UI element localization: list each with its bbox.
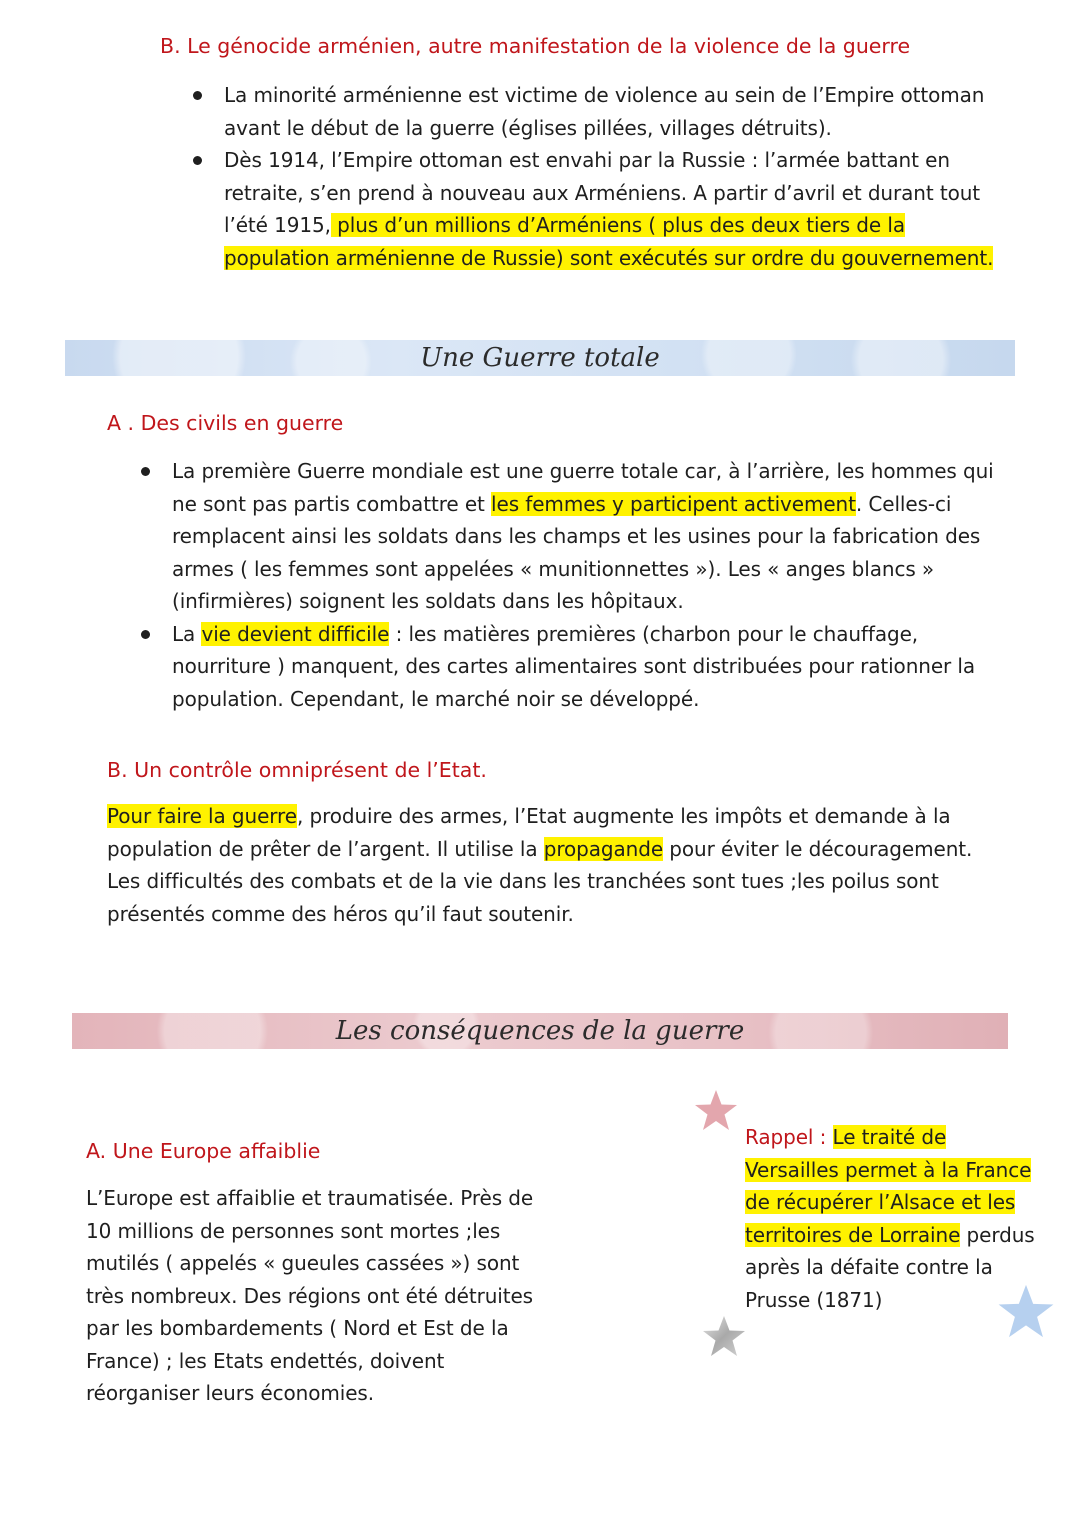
section-heading-civils-en-guerre: A . Des civils en guerre	[107, 411, 344, 435]
paragraph-text: , produire des armes, l’Etat augmente les impôts et demande à la population de prêter de l’argent. Il utilise la	[107, 804, 951, 861]
bullet-list-armenian	[224, 79, 1004, 274]
list-item	[172, 618, 1002, 716]
bullet-text: . Celles-ci remplacent ainsi les soldats dans les champs et les usines pour la fabrication des armes ( les femmes sont appelées « munitionnettes »). Les « anges blancs » (infirmières) soignent les soldats dans les hôpitaux.	[172, 491, 981, 613]
banner-consequences	[72, 1013, 1008, 1049]
bullet-text: : les matières premières (charbon pour le chauffage, nourriture ) manquent, des cartes alimentaires sont distribuées pour rationner la population. Cependant, le marché noir se développé.	[172, 621, 976, 711]
paragraph-europe-affaiblie: L’Europe est affaiblie et traumatisée. Près de 10 millions de personnes sont mortes ;les mutilés ( appelés « gueules cassées ») sont très nombreux. Des régions ont été détruites par les bombardements ( Nord et Est de la France) ; les Etats endettés, doivent réorganiser leurs économies.	[86, 1186, 534, 1405]
bullet-text: Dès 1914, l’Empire ottoman est envahi par la Russie : l’armée battant en retraite, s’en prend à nouveau aux Arméniens. A partir d’avril et durant tout l’été 1915,	[224, 148, 981, 237]
star-blue-icon	[996, 1282, 1056, 1340]
bullet-text: La minorité arménienne est victime de violence au sein de l’Empire ottoman avant le début de la guerre (églises pillées, villages détruits).	[224, 83, 985, 140]
section-heading-europe-affaiblie: A. Une Europe affaiblie	[86, 1139, 321, 1163]
highlighted-text: Pour faire la guerre	[107, 804, 297, 828]
banner-title: Une Guerre totale	[420, 343, 660, 373]
list-item	[224, 144, 1004, 274]
paragraph-text: pour éviter le découragement. Les difficultés des combats et de la vie dans les tranchées sont tues ;les poilus sont présentés comme des héros qu’il faut soutenir.	[107, 836, 973, 926]
list-item	[172, 455, 1002, 618]
rappel-label: Rappel :	[745, 1125, 827, 1149]
list-item	[224, 79, 1004, 144]
bullet-list-civils	[172, 455, 1002, 715]
highlighted-text: Le traité de Versailles permet à la France de récupérer l’Alsace et les territoires de Lorraine	[745, 1125, 1032, 1247]
paragraph-controle-etat	[107, 800, 987, 930]
star-silver-icon	[701, 1314, 747, 1358]
highlighted-text: propagande	[543, 836, 664, 861]
banner-une-guerre-totale	[65, 340, 1015, 376]
rappel-text: perdus après la défaite contre la Prusse (1871)	[745, 1222, 1035, 1312]
highlighted-text: les femmes y participent activement	[491, 491, 856, 516]
highlighted-text: plus d’un millions d’Arméniens ( plus des deux tiers de la population arménienne de Russie) sont exécutés sur ordre du gouvernement.	[224, 213, 994, 270]
highlighted-text: vie devient difficile	[201, 621, 390, 646]
section-heading-controle-etat: B. Un contrôle omniprésent de l’Etat.	[107, 758, 487, 782]
bullet-text: La	[172, 621, 202, 646]
banner-title: Les conséquences de la guerre	[335, 1016, 745, 1046]
star-pink-icon	[693, 1088, 739, 1132]
bullet-text: La première Guerre mondiale est une guerre totale car, à l’arrière, les hommes qui ne sont pas partis combattre et	[172, 459, 994, 516]
section-heading-armenian-genocide: B. Le génocide arménien, autre manifestation de la violence de la guerre	[160, 34, 911, 58]
